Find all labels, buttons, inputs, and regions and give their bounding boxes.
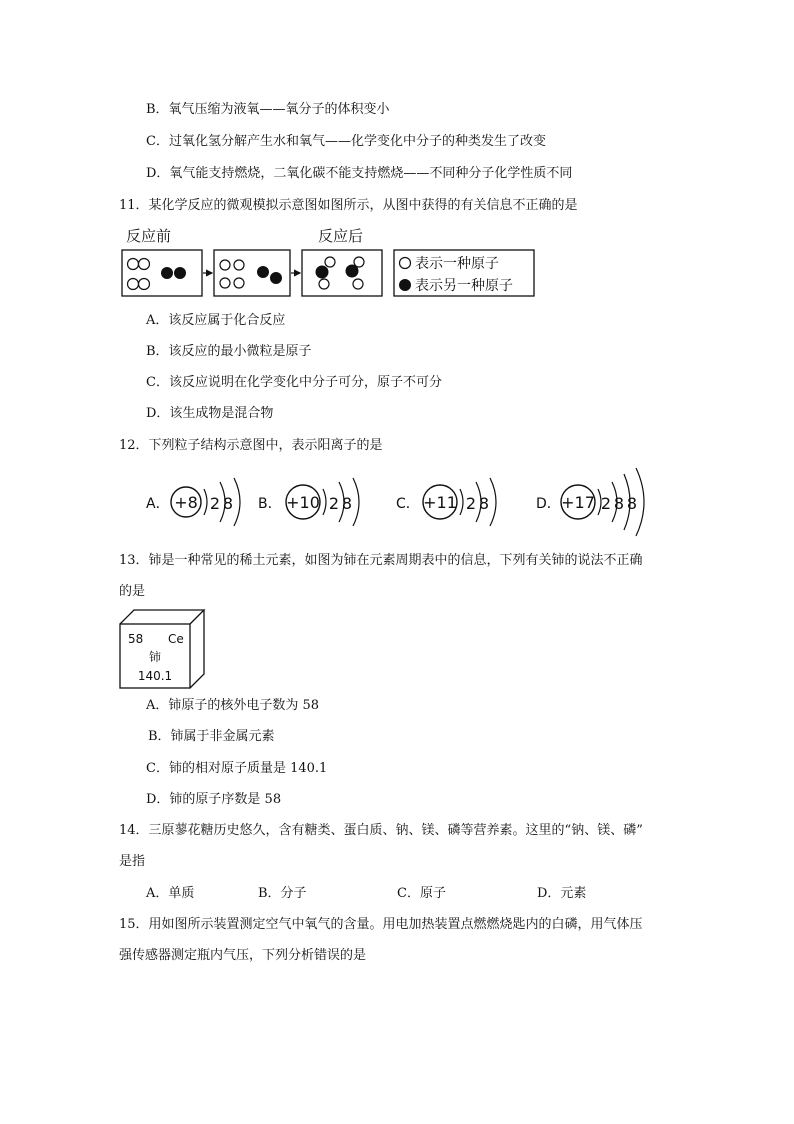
option-c-ion bbox=[396, 478, 496, 526]
option-b-letter: B． bbox=[258, 496, 282, 512]
q10-option-b: B．氧气压缩为液氧——氧分子的体积变小 bbox=[146, 102, 390, 117]
option-b-shell-2: 8 bbox=[341, 494, 353, 513]
option-d-letter: D． bbox=[536, 496, 561, 512]
q14-option-d: D．元素 bbox=[537, 886, 587, 901]
q14-stem-line-1: 14．三原蓼花糖历史悠久，含有糖类、蛋白质、钠、镁、磷等营养素。这里的“钠、镁、磷” bbox=[119, 823, 643, 838]
option-d-nucleus-charge: +17 bbox=[561, 493, 595, 512]
option-a-nucleus-charge: +8 bbox=[174, 493, 198, 512]
after-box bbox=[302, 250, 382, 296]
q11-option-a: A．该反应属于化合反应 bbox=[146, 313, 286, 328]
option-a-shell-2: 8 bbox=[222, 494, 234, 513]
q15-stem-line-2: 强传感器测定瓶内气压，下列分析错误的是 bbox=[119, 948, 367, 963]
q14-stem-line-2: 是指 bbox=[119, 854, 146, 869]
option-c-nucleus-charge: +11 bbox=[423, 493, 457, 512]
option-a-ion bbox=[146, 478, 240, 526]
legend-filled-text: 表示另一种原子 bbox=[415, 278, 513, 294]
q13-stem-line-1: 13．铈是一种常见的稀土元素，如图为铈在元素周期表中的信息，下列有关铈的说法不正确 bbox=[119, 553, 643, 568]
q12-stem: 12．下列粒子结构示意图中，表示阳离子的是 bbox=[119, 438, 383, 453]
option-c-shell-1: 2 bbox=[465, 494, 477, 513]
q14-option-c: C．原子 bbox=[397, 886, 446, 901]
product-molecule-1 bbox=[316, 257, 336, 289]
option-b-ion bbox=[258, 478, 359, 526]
ion-structure-diagrams bbox=[140, 462, 660, 540]
q11-option-b: B．该反应的最小微粒是原子 bbox=[146, 344, 312, 359]
legend-hollow-text: 表示一种原子 bbox=[415, 256, 499, 272]
option-b-shell-1: 2 bbox=[328, 494, 340, 513]
q14-option-a: A．单质 bbox=[146, 886, 195, 901]
box1-filled-atoms bbox=[161, 267, 186, 279]
product-molecule-2 bbox=[346, 257, 365, 289]
q14-options-row bbox=[0, 885, 794, 903]
option-c-letter: C． bbox=[396, 496, 420, 512]
box2-filled-atoms bbox=[257, 266, 282, 284]
filled-atom-legend-icon bbox=[399, 279, 411, 291]
option-d-ion bbox=[536, 468, 644, 536]
cerium-element-tile bbox=[118, 608, 208, 690]
option-c-shell-2: 8 bbox=[478, 494, 490, 513]
option-d-shell-3: 8 bbox=[626, 494, 638, 513]
atomic-mass: 140.1 bbox=[137, 669, 173, 683]
option-b-nucleus-charge: +10 bbox=[286, 493, 320, 512]
box1-hollow-atoms bbox=[128, 259, 150, 290]
q11-option-d: D．该生成物是混合物 bbox=[146, 406, 274, 421]
option-d-shell-2: 8 bbox=[613, 494, 625, 513]
option-a-shell-1: 2 bbox=[209, 494, 221, 513]
q11-stem: 11．某化学反应的微观模拟示意图如图所示，从图中获得的有关信息不正确的是 bbox=[119, 198, 578, 213]
element-name: 铈 bbox=[148, 650, 162, 664]
box2-hollow-atoms bbox=[220, 260, 244, 288]
q14-option-b: B．分子 bbox=[258, 886, 307, 901]
q11-option-c: C．该反应说明在化学变化中分子可分，原子不可分 bbox=[146, 375, 442, 390]
q13-option-d: D．铈的原子序数是 58 bbox=[146, 792, 282, 807]
q13-option-a: A．铈原子的核外电子数为 58 bbox=[146, 698, 320, 713]
atomic-number: 58 bbox=[128, 632, 144, 646]
q15-stem-line-1: 15．用如图所示装置测定空气中氧气的含量。用电加热装置点燃燃烧匙内的白磷，用气体压 bbox=[119, 917, 643, 932]
hollow-atom-legend-icon bbox=[400, 258, 411, 269]
q13-option-b: B．铈属于非金属元素 bbox=[148, 729, 275, 744]
q13-stem-line-2: 的是 bbox=[119, 584, 146, 599]
q10-option-d: D．氧气能支持燃烧，二氧化碳不能支持燃烧——不同种分子化学性质不同 bbox=[146, 166, 573, 181]
option-d-shell-1: 2 bbox=[600, 494, 612, 513]
before-label: 反应前 bbox=[126, 227, 172, 245]
after-label: 反应后 bbox=[318, 227, 364, 245]
element-symbol: Ce bbox=[168, 632, 184, 646]
option-a-letter: A． bbox=[146, 496, 170, 512]
reaction-micro-diagram bbox=[118, 224, 538, 300]
q10-option-c: C．过氧化氢分解产生水和氧气——化学变化中分子的种类发生了改变 bbox=[146, 134, 546, 149]
q13-option-c: C．铈的相对原子质量是 140.1 bbox=[146, 761, 328, 776]
